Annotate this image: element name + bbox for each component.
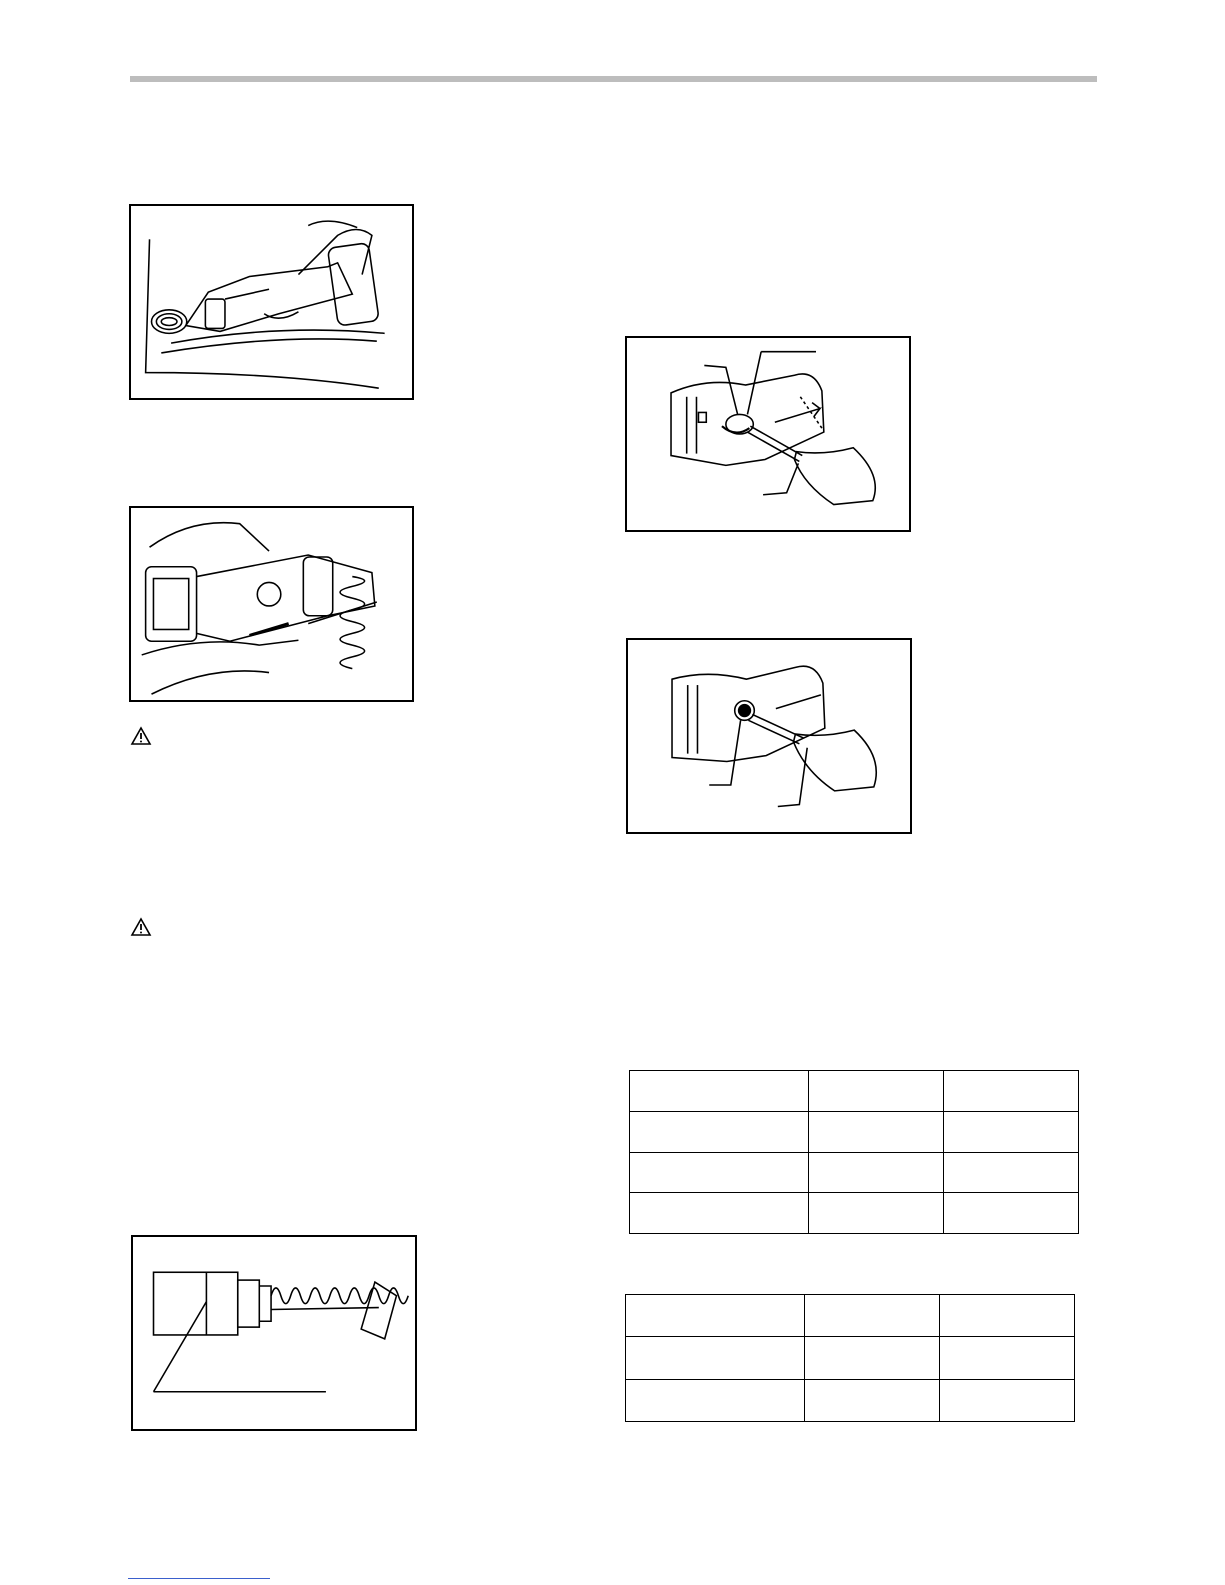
warning-triangle-icon bbox=[130, 726, 152, 746]
table-cell bbox=[940, 1337, 1075, 1379]
table-row bbox=[626, 1379, 1075, 1421]
table-cell bbox=[630, 1071, 809, 1112]
figure-spiral-cut bbox=[129, 506, 414, 702]
table-cell bbox=[944, 1111, 1079, 1152]
table-cell bbox=[630, 1111, 809, 1152]
table-cell bbox=[630, 1193, 809, 1234]
table-row bbox=[630, 1071, 1079, 1112]
footer-link-underline bbox=[128, 1578, 270, 1579]
table-cell bbox=[944, 1193, 1079, 1234]
spec-table-2 bbox=[625, 1294, 1075, 1422]
table-cell bbox=[940, 1379, 1075, 1421]
table-cell bbox=[944, 1152, 1079, 1193]
table-row bbox=[626, 1295, 1075, 1337]
table-cell bbox=[940, 1295, 1075, 1337]
spec-table-1 bbox=[629, 1070, 1079, 1234]
table-cell bbox=[626, 1379, 805, 1421]
table-row bbox=[630, 1152, 1079, 1193]
figure-brush-cap-removal bbox=[625, 336, 911, 532]
figure-brush-cap-install bbox=[626, 638, 912, 834]
table-cell bbox=[809, 1152, 944, 1193]
figure-carbon-brush bbox=[131, 1235, 417, 1431]
table-row bbox=[630, 1193, 1079, 1234]
table-cell bbox=[630, 1152, 809, 1193]
table-row bbox=[630, 1111, 1079, 1152]
table-cell bbox=[805, 1295, 940, 1337]
table-cell bbox=[809, 1071, 944, 1112]
table-row bbox=[626, 1337, 1075, 1379]
table-cell bbox=[809, 1111, 944, 1152]
table-cell bbox=[626, 1337, 805, 1379]
brush-holder-cap-removal-drawing bbox=[627, 338, 909, 530]
table-cell bbox=[626, 1295, 805, 1337]
brush-holder-cap-install-drawing bbox=[628, 640, 910, 832]
cutting-spiral-cut-drawing bbox=[131, 508, 412, 700]
table-cell bbox=[805, 1337, 940, 1379]
table-cell bbox=[944, 1071, 1079, 1112]
cutting-blade-straight-cut-drawing bbox=[131, 206, 412, 398]
warning-triangle-icon bbox=[130, 917, 152, 937]
table-cell bbox=[805, 1379, 940, 1421]
figure-straight-cut bbox=[129, 204, 414, 400]
carbon-brush-limit-mark-drawing bbox=[133, 1237, 415, 1429]
table-cell bbox=[809, 1193, 944, 1234]
header-rule bbox=[130, 76, 1097, 82]
